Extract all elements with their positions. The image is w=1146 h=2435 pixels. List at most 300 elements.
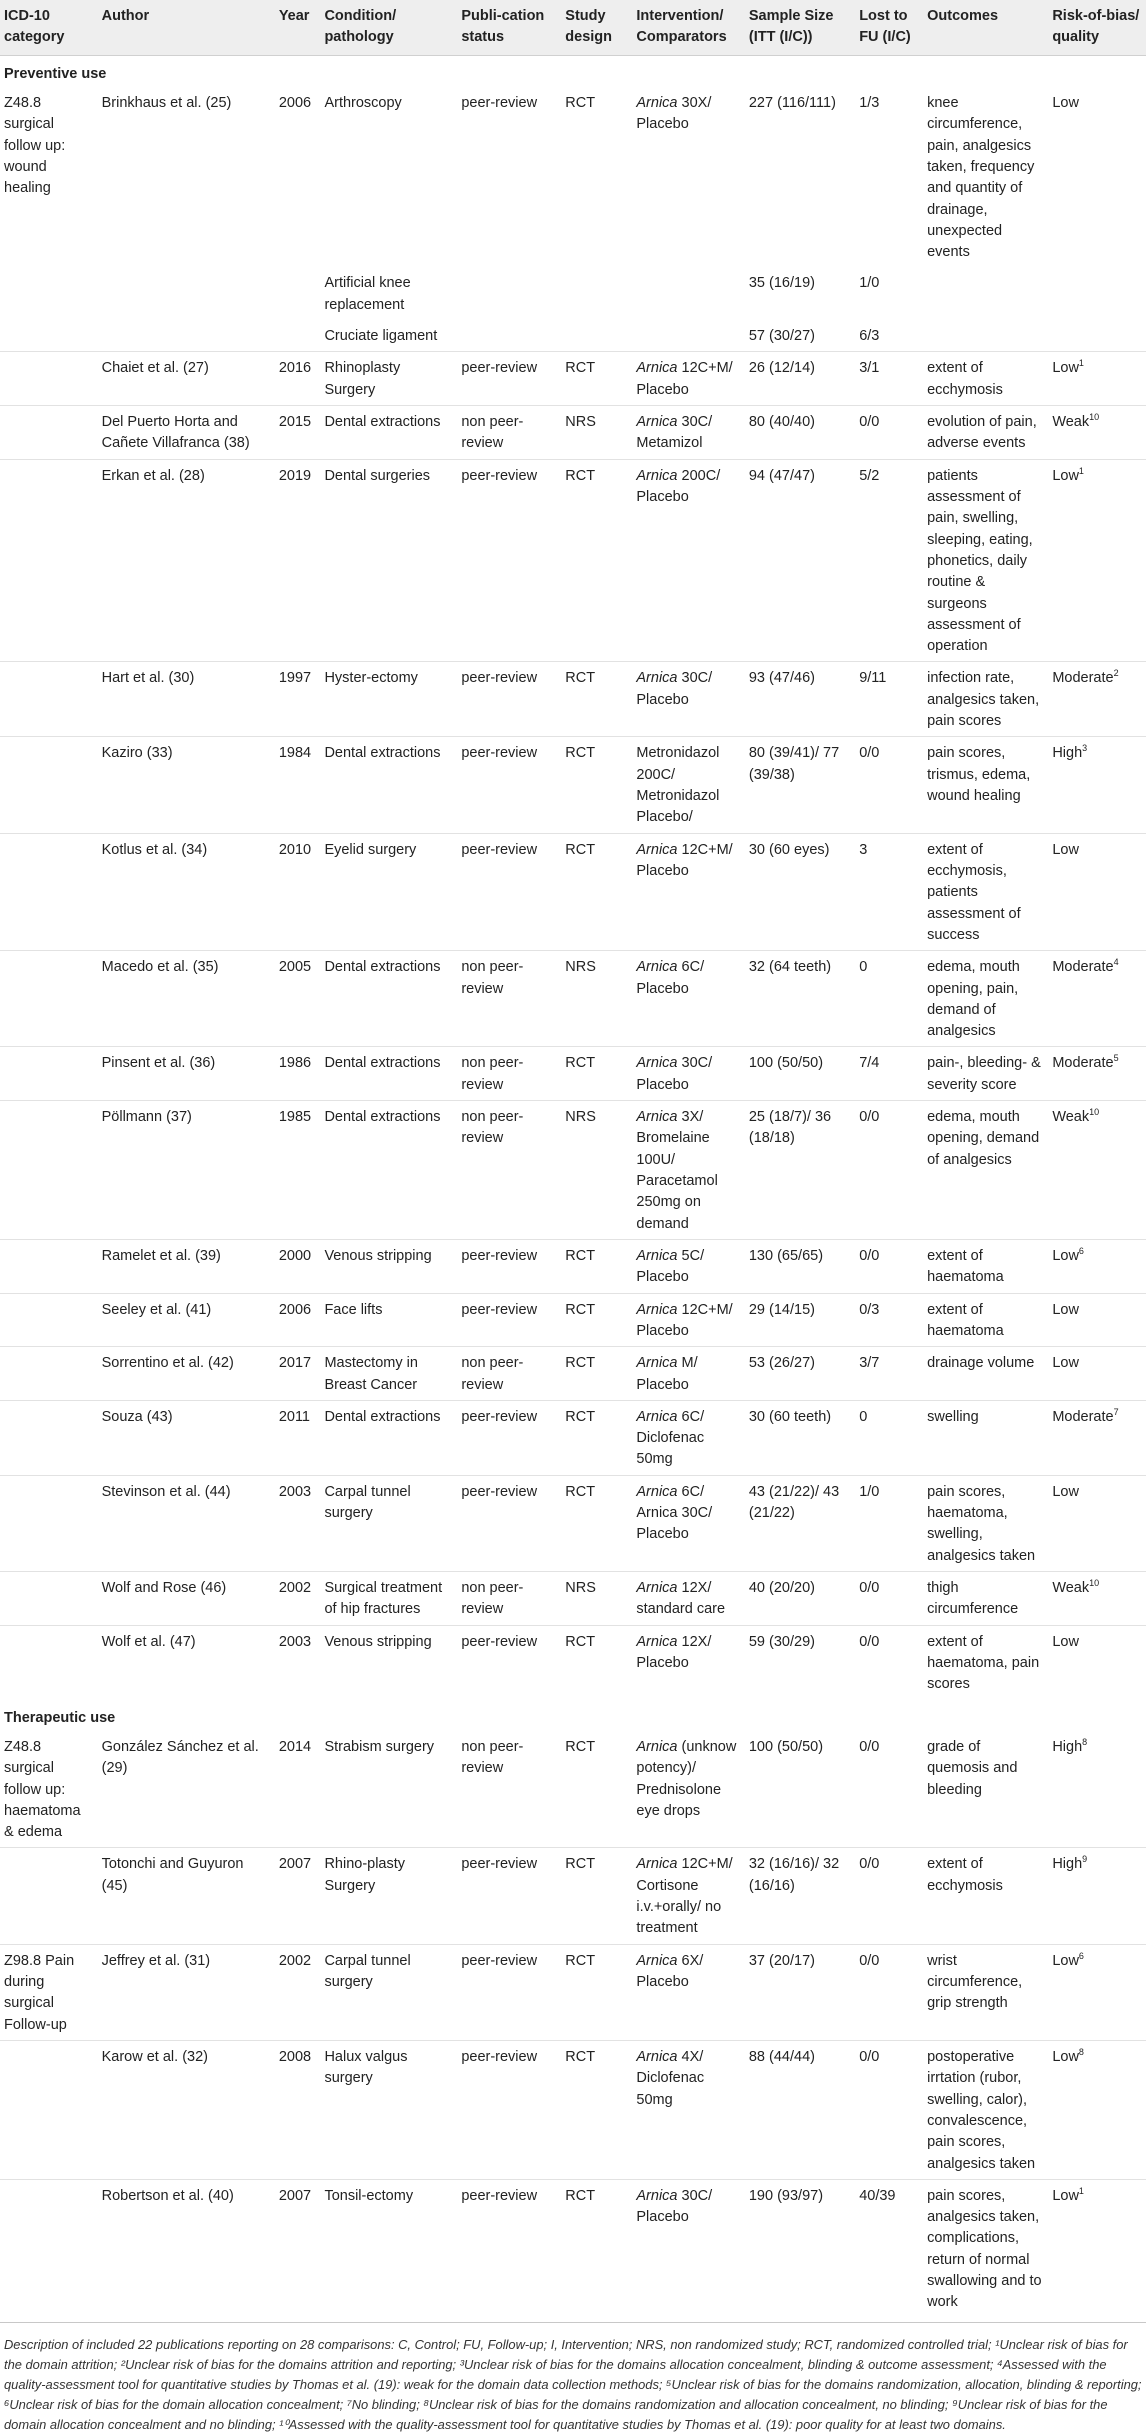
lost-to-fu-cell: 0/0 <box>855 1625 923 1699</box>
author-cell: Souza (43) <box>98 1400 275 1475</box>
sample-size-cell: 59 (30/29) <box>745 1625 855 1699</box>
study-design-cell: RCT <box>561 459 632 662</box>
intervention-cell <box>632 267 744 320</box>
condition-cell: Artificial knee replacement <box>324 275 411 313</box>
intervention-arnica: Arnica <box>636 1301 678 1318</box>
condition-cell: Arthroscopy <box>324 94 402 111</box>
intervention-cell <box>632 1347 744 1401</box>
risk-of-bias-footnote-ref: 10 <box>1089 1578 1100 1589</box>
intervention-cell <box>632 1475 744 1571</box>
condition-cell: Venous stripping <box>320 1239 457 1293</box>
author-cell: Wolf and Rose (46) <box>98 1572 275 1626</box>
year-cell: 2005 <box>275 951 321 1047</box>
risk-of-bias-value: Low <box>1052 360 1079 377</box>
sample-size-cell: 26 (12/14) <box>745 352 855 406</box>
condition-cell: Hyster-ectomy <box>320 662 457 737</box>
lost-to-fu-cell: 1/3 <box>859 94 880 111</box>
intervention-cell <box>632 459 744 662</box>
intervention-arnica: Arnica <box>636 959 678 976</box>
lost-to-fu-cell: 0/0 <box>855 1572 923 1626</box>
icd-category-cell: Z48.8 surgical follow up: wound healing <box>4 94 66 197</box>
publication-status-cell: non peer-review <box>457 1572 561 1626</box>
author-cell: Robertson et al. (40) <box>98 2179 275 2317</box>
risk-of-bias-cell <box>1048 1572 1146 1626</box>
author-cell: Pinsent et al. (36) <box>98 1047 275 1101</box>
year-cell <box>275 267 321 320</box>
intervention-cell <box>632 1944 744 2040</box>
condition-cell: Strabism surgery <box>324 1738 435 1755</box>
table-row <box>0 320 1146 352</box>
condition-cell: Dental extractions <box>320 737 457 833</box>
icd-category-cell <box>0 1625 98 1699</box>
sample-size-cell: 93 (47/46) <box>745 662 855 737</box>
intervention-detail: 200C/ Metronidazol Placebo/ <box>636 766 720 826</box>
year-cell: 2002 <box>275 1944 321 2040</box>
table-row <box>0 1047 1146 1101</box>
risk-of-bias-value: Low <box>1052 94 1079 111</box>
sample-size-cell: 37 (20/17) <box>745 1944 855 2040</box>
icd-category-cell <box>0 737 98 833</box>
year-cell: 1985 <box>275 1101 321 1240</box>
risk-of-bias-footnote-ref: 4 <box>1113 957 1119 968</box>
lost-to-fu-cell: 0 <box>855 951 923 1047</box>
risk-of-bias-cell <box>1048 662 1146 737</box>
year-cell: 2006 <box>275 1293 321 1347</box>
risk-of-bias-cell <box>1048 1475 1146 1571</box>
risk-of-bias-cell <box>1048 1400 1146 1475</box>
risk-of-bias-footnote-ref: 1 <box>1078 358 1084 369</box>
table-row <box>0 1848 1146 1944</box>
risk-of-bias-footnote-ref: 7 <box>1113 1406 1119 1417</box>
year-cell: 2015 <box>275 406 321 460</box>
table-row <box>0 1475 1146 1571</box>
year-cell: 2019 <box>275 459 321 662</box>
table-row <box>0 1625 1146 1699</box>
intervention-cell <box>632 1731 744 1848</box>
lost-to-fu-cell: 1/0 <box>855 1475 923 1571</box>
outcomes-cell: grade of quemosis and bleeding <box>927 1738 1018 1798</box>
intervention-cell <box>632 951 744 1047</box>
year-cell: 2016 <box>275 352 321 406</box>
study-design-cell: RCT <box>561 1047 632 1101</box>
lost-to-fu-cell: 40/39 <box>855 2179 923 2317</box>
column-header: Study design <box>561 0 632 55</box>
year-cell: 2006 <box>278 94 312 111</box>
table-footnote: Description of included 22 publications reporting on 28 comparisons: C, Control; FU, Follow-up; I, Intervention; NRS, non randomized study; RCT, randomized controlled trial; ¹Unclear risk of bias for the domain attrition; ²Unclear risk of bias for the domains attrition and reporting; ³Unclear risk of bias for the domains allocation concealment, blinding & outcome assessment; ⁴Assessed with the quality-assessment tool for quantitative studies by Thomas et al. (19): weak for the domain data collection methods; ⁵Unclear risk of bias for the domains randomization, allocation, blinding & reporting; ⁶Unclear risk of bias for the domain allocation concealment; ⁷No blinding; ⁸Unclear risk of bias for the domains randomization and allocation concealment, no blinding; ⁹Unclear risk of bias for the domain allocation concealment and no blinding; ¹⁰Assessed with the quality-assessment tool for quantitative studies by Thomas et al. (19): poor quality for at least two domains. <box>0 2322 1146 2435</box>
publication-status-cell: peer-review <box>457 1944 561 2040</box>
lost-to-fu-cell: 3 <box>855 833 923 951</box>
column-header: Outcomes <box>923 0 1048 55</box>
sample-size-cell: 30 (60 eyes) <box>745 833 855 951</box>
icd-category-cell <box>0 320 98 352</box>
publication-status-cell: peer-review <box>457 1475 561 1571</box>
outcomes-cell <box>923 267 1048 320</box>
intervention-cell <box>632 833 744 951</box>
intervention-arnica: Arnica <box>636 2048 678 2065</box>
sample-size-cell: 130 (65/65) <box>745 1239 855 1293</box>
publication-status-cell <box>457 320 561 352</box>
condition-cell: Dental surgeries <box>320 459 457 662</box>
column-header: Risk-of-bias/ quality <box>1048 0 1146 55</box>
author-cell: Erkan et al. (28) <box>98 459 275 662</box>
risk-of-bias-cell <box>1048 352 1146 406</box>
intervention-detail: 200C/ Placebo <box>636 467 721 505</box>
year-cell: 2007 <box>275 1848 321 1944</box>
outcomes-cell: extent of ecchymosis, patients assessment of success <box>923 833 1048 951</box>
study-design-cell: RCT <box>561 1400 632 1475</box>
risk-of-bias-cell <box>1048 87 1146 268</box>
condition-cell: Halux valgus surgery <box>320 2040 457 2179</box>
risk-of-bias-value: Low <box>1052 1247 1079 1264</box>
risk-of-bias-cell <box>1048 1347 1146 1401</box>
intervention-detail: M/ Placebo <box>636 1355 698 1393</box>
table-row <box>0 1293 1146 1347</box>
publication-status-cell: peer-review <box>457 1400 561 1475</box>
lost-to-fu-cell: 7/4 <box>855 1047 923 1101</box>
publication-status-cell: peer-review <box>457 833 561 951</box>
lost-to-fu-cell: 0/0 <box>855 1101 923 1240</box>
intervention-detail: 5C/ Placebo <box>636 1247 705 1286</box>
intervention-arnica: Arnica <box>636 1109 678 1126</box>
sample-size-cell: 43 (21/22)/ 43 (21/22) <box>745 1475 855 1571</box>
outcomes-cell: evolution of pain, adverse events <box>923 406 1048 460</box>
lost-to-fu-cell: 0/0 <box>855 1944 923 2040</box>
icd-category-cell <box>0 2040 98 2179</box>
risk-of-bias-footnote-ref: 10 <box>1089 412 1100 423</box>
study-design-cell: RCT <box>561 737 632 833</box>
section-row <box>0 55 1146 87</box>
publication-status-cell: non peer-review <box>457 1101 561 1240</box>
lost-to-fu-cell: 0/0 <box>855 406 923 460</box>
publication-status-cell: peer-review <box>457 1848 561 1944</box>
author-cell <box>98 267 275 320</box>
table-row <box>0 662 1146 737</box>
table-row <box>0 1347 1146 1401</box>
outcomes-cell: extent of ecchymosis <box>923 1848 1048 1944</box>
icd-category-cell <box>0 1047 98 1101</box>
icd-category-cell: Z98.8 Pain during surgical Follow-up <box>0 1944 98 2040</box>
outcomes-cell: postoperative irrtation (rubor, swelling, calor), convalescence, pain scores, analgesics taken <box>923 2040 1048 2179</box>
condition-cell: Face lifts <box>320 1293 457 1347</box>
author-cell: Seeley et al. (41) <box>98 1293 275 1347</box>
intervention-arnica: Arnica <box>636 1247 678 1264</box>
intervention-arnica: Arnica <box>636 841 678 858</box>
risk-of-bias-cell <box>1048 267 1146 320</box>
risk-of-bias-value: Low <box>1052 2187 1079 2204</box>
study-design-cell: RCT <box>561 1944 632 2040</box>
publication-status-cell: peer-review <box>457 737 561 833</box>
author-cell: Kaziro (33) <box>98 737 275 833</box>
outcomes-cell: extent of haematoma, pain scores <box>923 1625 1048 1699</box>
author-cell: Brinkhaus et al. (25) <box>101 94 232 111</box>
outcomes-cell: extent of haematoma <box>923 1293 1048 1347</box>
risk-of-bias-value: Moderate <box>1052 1055 1114 1072</box>
risk-of-bias-value: Moderate <box>1052 670 1114 687</box>
intervention-arnica: Arnica <box>636 360 678 377</box>
risk-of-bias-cell <box>1048 1293 1146 1347</box>
study-design-cell: RCT <box>565 1738 596 1755</box>
risk-of-bias-value: Low <box>1052 1355 1079 1372</box>
sample-size-cell: 88 (44/44) <box>745 2040 855 2179</box>
condition-cell: Venous stripping <box>320 1625 457 1699</box>
risk-of-bias-value: Low <box>1052 467 1079 484</box>
lost-to-fu-cell: 5/2 <box>855 459 923 662</box>
risk-of-bias-cell <box>1048 320 1146 352</box>
intervention-detail: 12X/ standard care <box>636 1580 726 1618</box>
study-design-cell: NRS <box>561 951 632 1047</box>
table-row <box>0 951 1146 1047</box>
risk-of-bias-value: Low <box>1052 1301 1079 1318</box>
icd-category-cell <box>0 352 98 406</box>
intervention-detail: 30C/ Placebo <box>636 2187 713 2226</box>
icd-category-cell: Z48.8 surgical follow up: haematoma & edema <box>4 1738 81 1841</box>
risk-of-bias-footnote-ref: 9 <box>1082 1854 1088 1865</box>
intervention-detail: 30C/ Placebo <box>636 670 713 708</box>
icd-category-cell <box>0 1400 98 1475</box>
sample-size-cell: 30 (60 teeth) <box>745 1400 855 1475</box>
sample-size-cell: 100 (50/50) <box>745 1047 855 1101</box>
publication-status-cell: peer-review <box>457 662 561 737</box>
column-header: Intervention/ Comparators <box>632 0 744 55</box>
intervention-cell <box>632 1625 744 1699</box>
intervention-arnica: Arnica <box>636 94 678 111</box>
year-cell: 1986 <box>275 1047 321 1101</box>
outcomes-cell: pain scores, analgesics taken, complications, return of normal swallowing and to work <box>923 2179 1048 2317</box>
risk-of-bias-value: High <box>1052 1856 1083 1873</box>
intervention-detail: 6C/ Arnica 30C/ Placebo <box>636 1483 713 1543</box>
study-design-cell: RCT <box>561 1475 632 1571</box>
intervention-prefix: Metronidazol <box>636 745 720 762</box>
author-cell: Totonchi and Guyuron (45) <box>98 1848 275 1944</box>
intervention-arnica: Arnica <box>636 1408 678 1425</box>
risk-of-bias-value: Moderate <box>1052 1408 1114 1425</box>
publication-status-cell: non peer-review <box>461 1738 524 1777</box>
intervention-detail: 12C+M/ Cortisone i.v.+orally/ no treatment <box>636 1856 733 1937</box>
icd-category-cell <box>0 406 98 460</box>
intervention-cell <box>632 406 744 460</box>
intervention-detail: (unknow potency)/ Prednisolone eye drops <box>636 1738 737 1819</box>
risk-of-bias-cell <box>1048 406 1146 460</box>
condition-cell: Dental extractions <box>320 1047 457 1101</box>
year-cell <box>275 320 321 352</box>
table-row <box>0 267 1146 320</box>
publication-status-cell: peer-review <box>457 352 561 406</box>
column-header: Publi-cation status <box>457 0 561 55</box>
intervention-cell <box>632 737 744 833</box>
publication-status-cell: peer-review <box>461 94 538 111</box>
outcomes-cell: extent of ecchymosis <box>923 352 1048 406</box>
intervention-detail: 4X/ Diclofenac 50mg <box>636 2048 705 2108</box>
outcomes-cell: swelling <box>923 1400 1048 1475</box>
table-row <box>0 1400 1146 1475</box>
outcomes-cell: edema, mouth opening, demand of analgesics <box>923 1101 1048 1240</box>
sample-size-cell: 190 (93/97) <box>745 2179 855 2317</box>
intervention-cell <box>632 87 744 268</box>
year-cell: 1984 <box>275 737 321 833</box>
publication-status-cell: peer-review <box>457 1293 561 1347</box>
section-title: Therapeutic use <box>4 1709 116 1726</box>
author-cell: Sorrentino et al. (42) <box>98 1347 275 1401</box>
outcomes-cell: knee circumference, pain, analgesics taken, frequency and quantity of drainage, unexpected events <box>927 94 1035 261</box>
study-design-cell: RCT <box>561 352 632 406</box>
risk-of-bias-cell <box>1048 1047 1146 1101</box>
intervention-detail: 6C/ Placebo <box>636 959 705 997</box>
publication-status-cell: peer-review <box>457 1625 561 1699</box>
condition-cell: Dental extractions <box>320 1400 457 1475</box>
intervention-detail: 12C+M/ Placebo <box>636 841 733 879</box>
icd-category-cell <box>0 833 98 951</box>
author-cell: Chaiet et al. (27) <box>98 352 275 406</box>
risk-of-bias-value: Moderate <box>1052 959 1114 976</box>
risk-of-bias-cell <box>1048 1848 1146 1944</box>
condition-cell: Cruciate ligament <box>324 328 438 345</box>
study-design-cell: RCT <box>561 1625 632 1699</box>
sample-size-cell: 25 (18/7)/ 36 (18/18) <box>745 1101 855 1240</box>
year-cell: 2007 <box>275 2179 321 2317</box>
year-cell: 2002 <box>275 1572 321 1626</box>
author-cell: Macedo et al. (35) <box>98 951 275 1047</box>
icd-category-cell <box>0 951 98 1047</box>
risk-of-bias-footnote-ref: 1 <box>1078 2185 1084 2196</box>
risk-of-bias-value: Low <box>1052 1952 1079 1969</box>
lost-to-fu-cell: 6/3 <box>859 328 880 345</box>
risk-of-bias-footnote-ref: 6 <box>1078 1246 1084 1257</box>
intervention-detail: 30X/ Placebo <box>636 94 712 133</box>
icd-category-cell <box>0 1347 98 1401</box>
publication-status-cell: non peer-review <box>457 1047 561 1101</box>
risk-of-bias-footnote-ref: 10 <box>1089 1107 1100 1118</box>
publication-status-cell: non peer-review <box>457 406 561 460</box>
lost-to-fu-cell: 0/0 <box>855 1239 923 1293</box>
author-cell: Stevinson et al. (44) <box>98 1475 275 1571</box>
table-row <box>0 406 1146 460</box>
study-design-cell: RCT <box>565 94 596 111</box>
outcomes-cell: thigh circumference <box>923 1572 1048 1626</box>
outcomes-cell: pain scores, haematoma, swelling, analgesics taken <box>923 1475 1048 1571</box>
sample-size-cell: 57 (30/27) <box>748 328 815 345</box>
outcomes-cell: infection rate, analgesics taken, pain scores <box>923 662 1048 737</box>
risk-of-bias-cell <box>1048 737 1146 833</box>
intervention-cell <box>632 1239 744 1293</box>
author-cell <box>98 320 275 352</box>
icd-category-cell <box>0 1475 98 1571</box>
lost-to-fu-cell: 0/0 <box>859 1738 880 1755</box>
publication-status-cell: peer-review <box>457 1239 561 1293</box>
author-cell: Kotlus et al. (34) <box>98 833 275 951</box>
risk-of-bias-cell <box>1048 833 1146 951</box>
lost-to-fu-cell: 1/0 <box>859 275 880 292</box>
risk-of-bias-cell <box>1048 459 1146 662</box>
study-design-cell: RCT <box>561 662 632 737</box>
intervention-arnica: Arnica <box>636 2187 678 2204</box>
outcomes-cell <box>923 320 1048 352</box>
author-cell: Hart et al. (30) <box>98 662 275 737</box>
study-design-cell: NRS <box>561 1572 632 1626</box>
lost-to-fu-cell: 3/7 <box>855 1347 923 1401</box>
study-design-cell: RCT <box>561 1239 632 1293</box>
lost-to-fu-cell: 0/0 <box>855 2040 923 2179</box>
section-row <box>0 1700 1146 1731</box>
risk-of-bias-value: Low <box>1052 1483 1079 1500</box>
lost-to-fu-cell: 3/1 <box>855 352 923 406</box>
risk-of-bias-value: Low <box>1052 841 1079 858</box>
outcomes-cell: extent of haematoma <box>923 1239 1048 1293</box>
risk-of-bias-cell <box>1048 1625 1146 1699</box>
table-row <box>0 459 1146 662</box>
publication-status-cell: peer-review <box>457 2179 561 2317</box>
table-row <box>0 1944 1146 2040</box>
table-row <box>0 87 1146 268</box>
publication-status-cell: peer-review <box>457 2040 561 2179</box>
icd-category-cell <box>0 1239 98 1293</box>
risk-of-bias-value: Weak <box>1052 414 1090 430</box>
year-cell: 2000 <box>275 1239 321 1293</box>
condition-cell: Dental extractions <box>320 951 457 1047</box>
sample-size-cell: 32 (64 teeth) <box>745 951 855 1047</box>
intervention-arnica: Arnica <box>636 414 678 430</box>
year-cell: 2014 <box>278 1738 312 1755</box>
year-cell: 2003 <box>275 1475 321 1571</box>
icd-category-cell <box>0 267 98 320</box>
outcomes-cell: drainage volume <box>923 1347 1048 1401</box>
sample-size-cell: 53 (26/27) <box>745 1347 855 1401</box>
intervention-cell <box>632 1101 744 1240</box>
intervention-arnica: Arnica <box>636 1483 678 1500</box>
sample-size-cell: 227 (116/111) <box>748 94 836 111</box>
risk-of-bias-cell <box>1048 2040 1146 2179</box>
author-cell: Ramelet et al. (39) <box>98 1239 275 1293</box>
column-header: Lost to FU (I/C) <box>855 0 923 55</box>
intervention-cell <box>632 1572 744 1626</box>
study-design-cell: NRS <box>561 1101 632 1240</box>
publication-status-cell: non peer-review <box>457 951 561 1047</box>
intervention-cell <box>632 2179 744 2317</box>
table-body <box>0 55 1146 2318</box>
table-row <box>0 737 1146 833</box>
author-cell: Karow et al. (32) <box>98 2040 275 2179</box>
outcomes-cell: wrist circumference, grip strength <box>923 1944 1048 2040</box>
sample-size-cell: 35 (16/19) <box>748 275 815 292</box>
risk-of-bias-footnote-ref: 3 <box>1082 743 1088 754</box>
condition-cell: Rhino-plasty Surgery <box>320 1848 457 1944</box>
sample-size-cell: 100 (50/50) <box>748 1738 824 1755</box>
icd-category-cell <box>0 1101 98 1240</box>
lost-to-fu-cell: 0/3 <box>855 1293 923 1347</box>
publication-status-cell: peer-review <box>457 459 561 662</box>
intervention-detail: 12X/ Placebo <box>636 1633 712 1671</box>
lost-to-fu-cell: 0 <box>855 1400 923 1475</box>
table-row <box>0 352 1146 406</box>
icd-category-cell <box>0 2179 98 2317</box>
risk-of-bias-value: Low <box>1052 2048 1079 2065</box>
study-design-cell <box>561 320 632 352</box>
intervention-cell <box>632 1848 744 1944</box>
lost-to-fu-cell: 0/0 <box>855 737 923 833</box>
risk-of-bias-footnote-ref: 8 <box>1078 2047 1084 2058</box>
icd-category-cell <box>0 1848 98 1944</box>
study-design-cell: NRS <box>561 406 632 460</box>
table-row <box>0 833 1146 951</box>
sample-size-cell: 32 (16/16)/ 32 (16/16) <box>745 1848 855 1944</box>
risk-of-bias-value: Weak <box>1052 1109 1090 1126</box>
lost-to-fu-cell: 9/11 <box>855 662 923 737</box>
intervention-arnica: Arnica <box>636 1856 678 1873</box>
intervention-arnica: Arnica <box>636 1580 678 1596</box>
study-design-cell: RCT <box>561 2179 632 2317</box>
intervention-detail: 12C+M/ Placebo <box>636 360 733 398</box>
year-cell: 2017 <box>275 1347 321 1401</box>
publication-status-cell: non peer-review <box>457 1347 561 1401</box>
